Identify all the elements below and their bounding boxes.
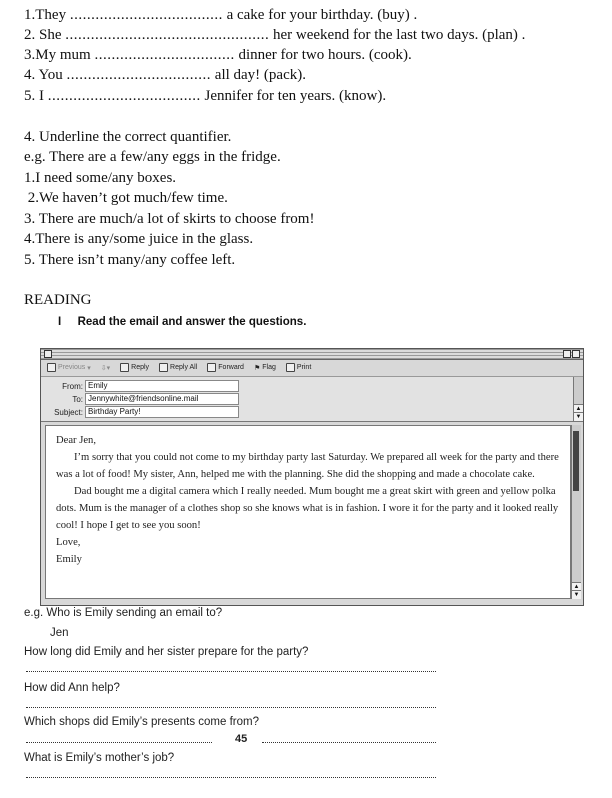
answer-blank[interactable]: .................................... — [69, 7, 223, 23]
subject-field[interactable]: Birthday Party! — [85, 406, 239, 418]
example-question — [24, 607, 222, 619]
message-text — [56, 432, 560, 568]
paragraph-1: I’m sorry that you could not come to my birthday party last Saturday. We prepared all week for the party and there was a lot of food! My sister, Ann, helped me with the planning. She did the shopping and made a chocolate cake. — [56, 452, 559, 480]
reply-all-icon — [159, 363, 168, 372]
answer-line[interactable] — [26, 777, 436, 778]
subject-label: Subject: — [54, 407, 83, 417]
header-scrollbar[interactable] — [573, 377, 583, 421]
reply-button[interactable]: Reply — [118, 363, 151, 372]
answer-blank[interactable]: .................................. — [66, 67, 212, 83]
forward-icon — [207, 363, 216, 372]
ex3-num: 3.My mum — [24, 47, 91, 63]
zoom-box-icon[interactable] — [563, 350, 571, 358]
scroll-thumb[interactable] — [573, 431, 579, 491]
collapse-box-icon[interactable] — [572, 350, 580, 358]
to-label: To: — [72, 394, 83, 404]
print-button[interactable]: Print — [284, 363, 313, 372]
previous-button[interactable]: Previous ▾ — [45, 363, 93, 372]
email-toolbar — [45, 361, 579, 374]
ex3-prompt: her weekend for the last two days. (plan) . — [273, 27, 526, 43]
forward-button[interactable]: Forward — [205, 363, 246, 372]
flag-button[interactable]: ⚑ Flag — [253, 364, 276, 372]
message-body[interactable] — [45, 425, 571, 599]
answer-blank[interactable]: ................................. — [94, 47, 235, 63]
greeting: Dear Jen, — [56, 435, 97, 446]
question-4: What is Emily’s mother’s job? — [24, 752, 175, 764]
answer-blank[interactable]: ................................................ — [65, 27, 270, 43]
answer-line[interactable] — [262, 742, 436, 743]
ex3-num: 1.They — [24, 7, 67, 23]
ex3-item-5 — [24, 88, 386, 105]
page-number: 45 — [235, 733, 248, 745]
ex3-item-3 — [24, 47, 412, 64]
eg-label: e.g. — [24, 607, 44, 619]
ex3-item-2 — [24, 27, 525, 44]
ex4-item[interactable]: 5. There isn’t many/any coffee left. — [24, 252, 236, 268]
ex3-prompt: dinner for two hours. (cook). — [238, 47, 412, 63]
email-header — [41, 376, 583, 422]
ex3-prompt: all day! (pack). — [214, 67, 306, 83]
arrow-down-icon: ⇩▾ — [100, 364, 111, 372]
printer-icon — [286, 363, 295, 372]
reply-icon — [120, 363, 129, 372]
answer-blank[interactable]: .................................... — [47, 88, 201, 104]
section-numeral: I — [58, 316, 62, 328]
answer-line[interactable] — [26, 671, 436, 672]
ex3-prompt: a cake for your birthday. (buy) . — [226, 7, 418, 23]
ex4-example: e.g. There are a few/any eggs in the fridge. — [24, 149, 281, 165]
ex3-num: 2. She — [24, 27, 62, 43]
from-label: From: — [62, 381, 83, 391]
reading-instruction — [58, 316, 306, 328]
paragraph-2: Dad bought me a digital camera which I really needed. Mum bought me a great skirt with green and yellow polka dots. Mum is the manager of a clothes shop so she knows what is in fashion. I wore it for the party and it looked really cool! I hope I get to see you soon! — [56, 486, 559, 531]
reading-heading: READING — [24, 292, 92, 308]
question-1: How long did Emily and her sister prepare for the party? — [24, 646, 309, 658]
to-field[interactable]: Jennywhite@friendsonline.mail — [85, 393, 239, 405]
flag-icon: ⚑ — [253, 364, 261, 372]
ex3-prompt: Jennifer for ten years. (know). — [204, 88, 387, 104]
question-2: How did Ann help? — [24, 682, 120, 694]
ex4-item[interactable]: 3. There are much/a lot of skirts to choose from! — [24, 211, 315, 227]
answer-line[interactable] — [26, 707, 436, 708]
reply-all-button[interactable]: Reply All — [157, 363, 199, 372]
scroll-down-icon[interactable]: ▼ — [575, 414, 582, 420]
ex3-num: 4. You — [24, 67, 63, 83]
from-field[interactable]: Emily — [85, 380, 239, 392]
scroll-down-icon[interactable]: ▼ — [573, 592, 580, 598]
window-titlebar[interactable] — [41, 349, 583, 360]
ex4-item[interactable]: 1.I need some/any boxes. — [24, 170, 177, 186]
ex3-num: 5. I — [24, 88, 44, 104]
closing: Love, — [56, 537, 81, 548]
ex3-item-1 — [24, 7, 417, 24]
ex3-item-4 — [24, 67, 306, 84]
question-3: Which shops did Emily’s presents come from? — [24, 716, 259, 728]
ex4-title: 4. Underline the correct quantifier. — [24, 129, 232, 145]
message-scrollbar[interactable] — [571, 425, 581, 599]
ex4-item[interactable]: 4.There is any/some juice in the glass. — [24, 231, 254, 247]
scroll-up-icon[interactable]: ▲ — [575, 406, 582, 412]
eg-question-text: Who is Emily sending an email to? — [46, 607, 223, 619]
subject-row — [49, 406, 239, 418]
scroll-up-icon[interactable]: ▲ — [573, 584, 580, 590]
signature: Emily — [56, 554, 82, 565]
answer-line[interactable] — [26, 742, 212, 743]
email-window — [40, 348, 584, 606]
from-row — [49, 380, 239, 392]
close-box-icon[interactable] — [44, 350, 52, 358]
next-button[interactable] — [99, 364, 112, 372]
ex4-item[interactable]: 2.We haven’t got much/few time. — [24, 190, 228, 206]
example-answer: Jen — [50, 627, 69, 639]
to-row — [49, 393, 239, 405]
arrow-left-icon — [47, 363, 56, 372]
instruction-text: Read the email and answer the questions. — [77, 316, 307, 328]
